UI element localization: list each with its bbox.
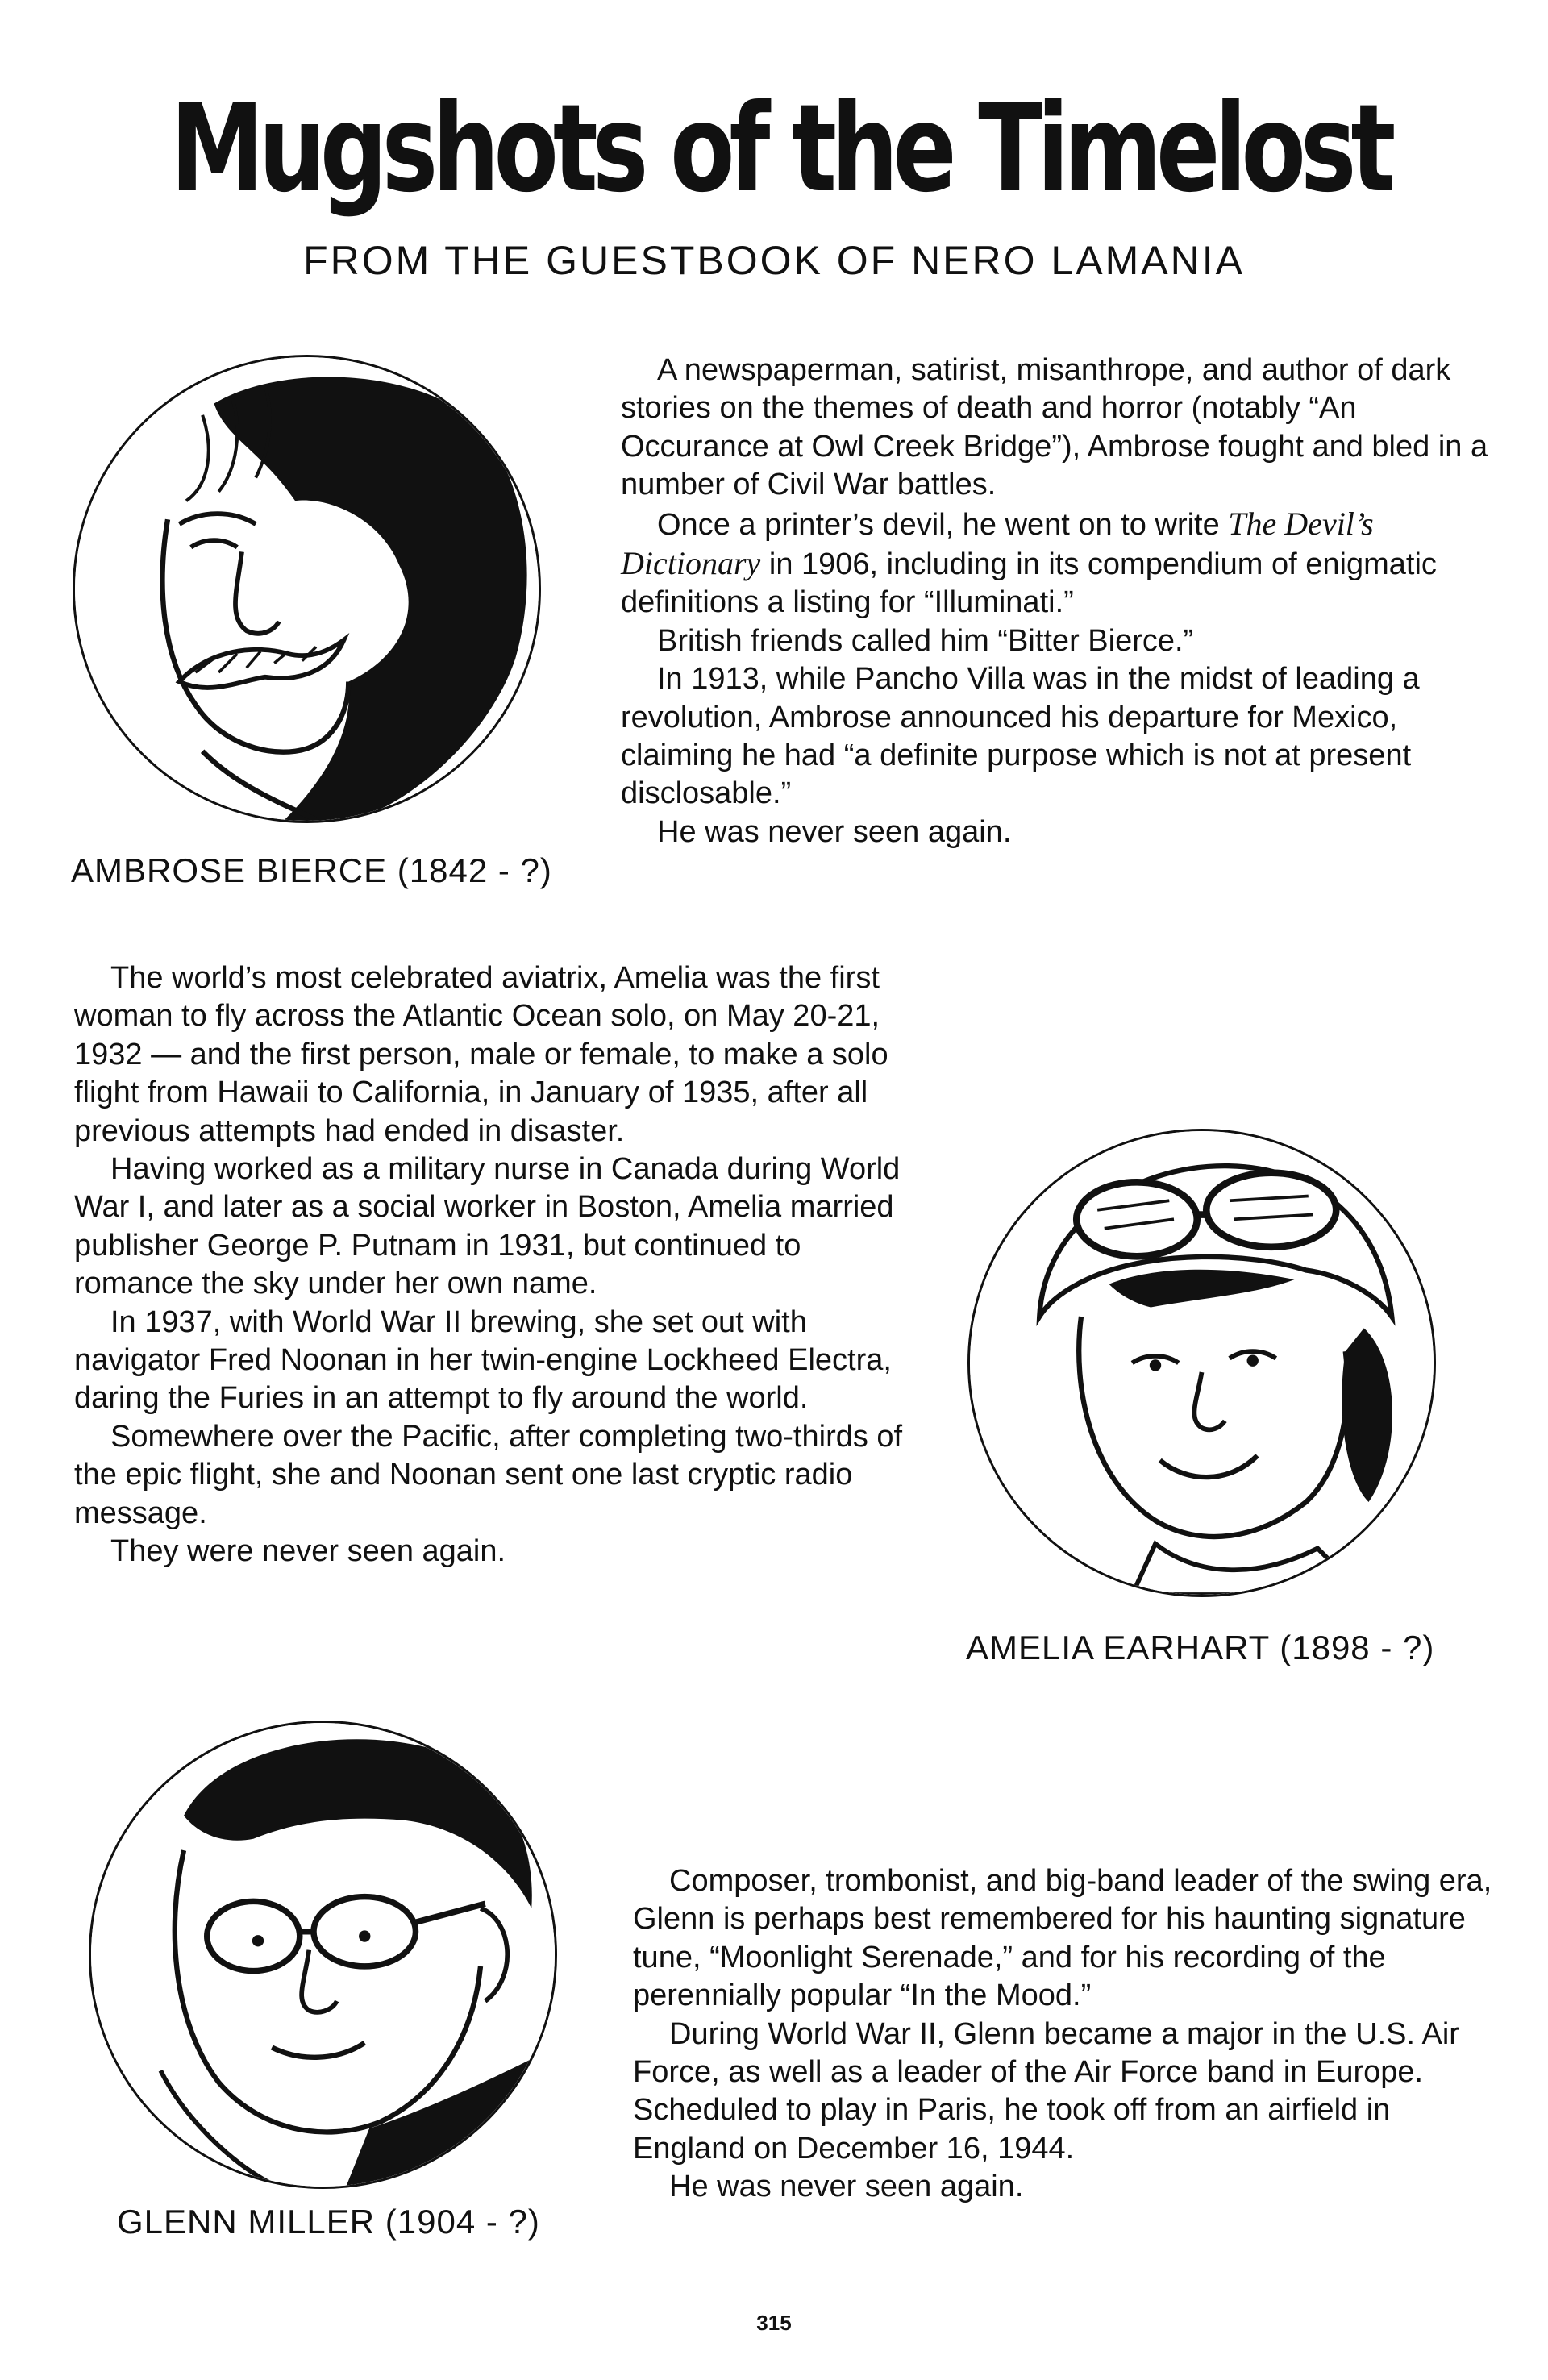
bio-paragraph: During World War II, Glenn became a major in the U.S. Air Force, as well as a leader of the Air Force band in Europe. Scheduled to play in Paris, he took off from an airfield in England on December 16, 1944.	[633, 2016, 1459, 2166]
glenn-miller-portrait	[89, 1721, 557, 2189]
page-number: 315	[756, 2311, 792, 2335]
ambrose-bierce-caption: AMBROSE BIERCE (1842 - ?)	[71, 851, 552, 889]
bio-paragraph: Having worked as a military nurse in Canada during World War I, and later as a social worker in Boston, Amelia married publisher George P. Putnam in 1931, but continued to romance the sky under her own name.	[74, 1152, 901, 1301]
bio-paragraph: He was never seen again.	[669, 2170, 1024, 2204]
book-title: The Devil’s Dictionary	[621, 505, 1374, 582]
bio-text: in 1906, including in its compendium of enigmatic definitions a listing for “Illuminati.”	[621, 547, 1437, 620]
bio-paragraph: He was never seen again.	[657, 814, 1012, 849]
bio-paragraph: British friends called him “Bitter Bierce.”	[657, 623, 1194, 658]
glenn-miller-portrait-icon	[91, 1723, 555, 2187]
page-title: Mugshots of the Timelost	[170, 79, 1391, 219]
bio-paragraph: In 1913, while Pancho Villa was in the midst of leading a revolution, Ambrose announced his departure for Mexico, claiming he had “a definite purpose which is not at present disclosable.”	[621, 662, 1420, 811]
bio-paragraph: The world’s most celebrated aviatrix, Amelia was the first woman to fly across the Atlantic Ocean solo, on May 20-21, 1932 — and the first person, male or female, to make a solo flight from Hawaii to California, in January of 1935, after all previous attempts had ended in disaster.	[74, 961, 888, 1148]
amelia-earhart-portrait	[968, 1129, 1436, 1597]
ambrose-bierce-portrait-icon	[75, 357, 539, 821]
glenn-miller-bio	[633, 1862, 1504, 2207]
ambrose-bierce-bio	[621, 352, 1492, 851]
bio-paragraph: In 1937, with World War II brewing, she set out with navigator Fred Noonan in her twin-engine Lockheed Electra, daring the Furies in an attempt to fly around the world.	[74, 1304, 892, 1416]
bio-paragraph: A newspaperman, satirist, misanthrope, and author of dark stories on the themes of death and horror (notably “An Occurance at Owl Creek Bridge”), Ambrose fought and bled in a number of Civil War battles.	[621, 353, 1488, 502]
amelia-earhart-caption: AMELIA EARHART (1898 - ?)	[966, 1629, 1435, 1666]
bio-paragraph: They were never seen again.	[110, 1534, 506, 1569]
glenn-miller-caption: GLENN MILLER (1904 - ?)	[117, 2203, 540, 2241]
ambrose-bierce-portrait	[73, 355, 541, 823]
amelia-earhart-bio	[74, 959, 921, 1571]
page-subtitle: FROM THE GUESTBOOK OF NERO LAMANIA	[303, 238, 1245, 283]
bio-paragraph: Composer, trombonist, and big-band leader of the swing era, Glenn is perhaps best remembered for his haunting signature tune, “Moonlight Serenade,” and for his recording of the perennially popular “In the Mood.”	[633, 1864, 1492, 2013]
bio-paragraph	[621, 505, 1492, 622]
bio-text: Once a printer’s devil, he went on to write	[657, 507, 1229, 542]
amelia-earhart-portrait-icon	[970, 1131, 1434, 1595]
bio-paragraph: Somewhere over the Pacific, after completing two-thirds of the epic flight, she and Noonan sent one last cryptic radio message.	[74, 1419, 903, 1530]
